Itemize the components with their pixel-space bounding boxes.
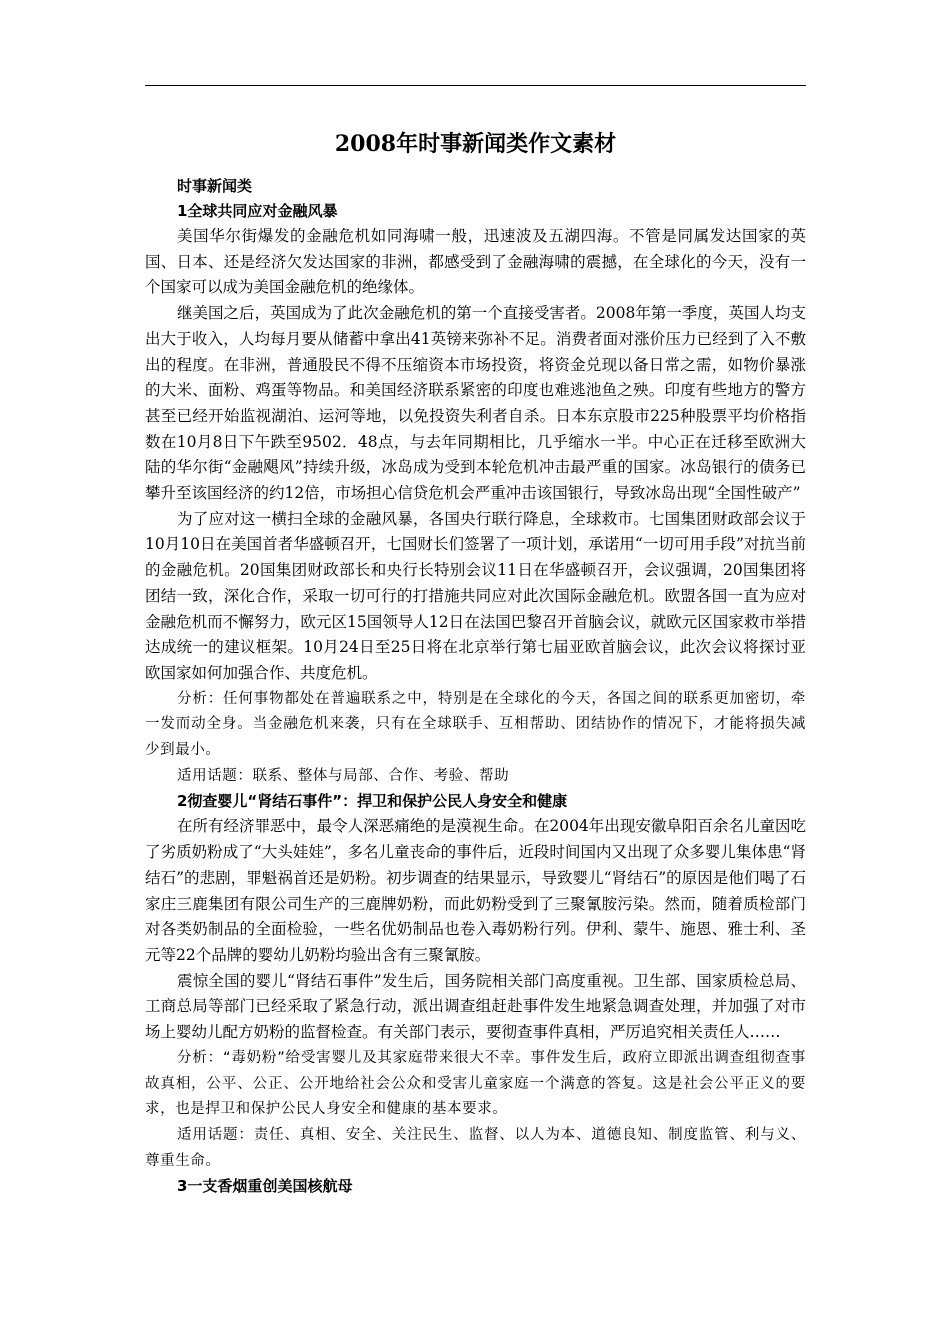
section-1 <box>145 199 806 789</box>
document-title: 2008年时事新闻类作文素材 <box>334 131 617 157</box>
analysis-paragraph: 分析：“毒奶粉”给受害婴儿及其家庭带来很大不幸。事件发生后，政府立即派出调查组彻查事故真相，公平、公正、公开地给社会公众和受害儿童家庭一个满意的答复。这是社会公平正义的要求，也是捍卫和保护公民人身安全和健康的基本要求。 <box>145 1049 806 1118</box>
header-rule <box>145 85 806 86</box>
paragraph: 在所有经济罪恶中，最令人深恶痛绝的是漠视生命。在2004年出现安徽阜阳百余名儿童因吃了劣质奶粉成了“大头娃娃”，多名儿童丧命的事件后，近段时间国内又出现了众多婴儿集体患“肾结石”的悲剧，罪魁祸首还是奶粉。初步调查的结果显示，导致婴儿“肾结石”的原因是他们喝了石家庄三鹿集团有限公司生产的三鹿牌奶粉，而此奶粉受到了三聚氰胺污染。然而，随着质检部门对各类奶制品的全面检验，一些名优奶制品也卷入毒奶粉行列。伊利、蒙牛、施恩、雅士利、圣元等22个品牌的婴幼儿奶粉均验出含有三聚氰胺。 <box>145 817 806 964</box>
paragraph: 继美国之后，英国成为了此次金融危机的第一个直接受害者。2008年第一季度，英国人均支出大于收入，人均每月要从储蓄中拿出41英镑来弥补不足。消费者面对涨价压力已经到了入不敷出的程度。在非洲，普通股民不得不压缩资本市场投资，将资金兑现以备日常之需，如物价暴涨的大米、面粉、鸡蛋等物品。和美国经济联系紧密的印度也难逃池鱼之殃。印度有些地方的警方甚至已经开始监视湖泊、运河等地，以免投资失利者自杀。日本东京股市225种股票平均价格指数在10月8日下午跌至9502．48点，与去年同期相比，几乎缩水一半。中心正在迁移至欧洲大陆的华尔街“金融飓风”持续升级，冰岛成为受到本轮危机冲击最严重的国家。冰岛银行的债务已攀升至该国经济的约12倍，市场担心信贷危机会严重冲击该国银行，导致冰岛出现“全国性破产” <box>145 304 806 503</box>
section-heading: 1全球共同应对金融风暴 <box>177 202 338 220</box>
topics-paragraph: 适用话题：责任、真相、安全、关注民生、监督、以人为本、道德良知、制度监管、利与义、尊重生命。 <box>145 1126 806 1169</box>
section-2 <box>145 789 806 1174</box>
section-heading: 3一支香烟重创美国核航母 <box>177 1177 353 1196</box>
section-3 <box>145 1174 806 1199</box>
analysis-paragraph: 分析：任何事物都处在普遍联系之中，特别是在全球化的今天，各国之间的联系更加密切，牵一发而动全身。当金融危机来袭，只有在全球联手、互相帮助、团结协作的情况下，才能将损失减少到最小。 <box>145 690 806 759</box>
section-heading: 2彻查婴儿“肾结石事件”：捍卫和保护公民人身安全和健康 <box>177 792 568 811</box>
category-heading: 时事新闻类 <box>177 177 253 195</box>
paragraph: 为了应对这一横扫全球的金融风暴，各国央行联行降息，全球救市。七国集团财政部会议于10月10日在美国首者华盛顿召开，七国财长们签署了一项计划，承诺用“一切可用手段”对抗当前的金融危机。20国集团财政部长和央行长特别会议11日在华盛顿召开，会议强调，20国集团将团结一致，深化合作，采取一切可行的打措施共同应对此次国际金融危机。欧盟各国一直为应对金融危机而不懈努力，欧元区15国领导人12日在法国巴黎召开首脑会议，就欧元区国家救市举措达成统一的建议框架。10月24日至25日将在北京举行第七届亚欧首脑会议，此次会议将探讨亚欧国家如何加强合作、共度危机。 <box>145 509 806 682</box>
paragraph: 震惊全国的婴儿“肾结石事件”发生后，国务院相关部门高度重视。卫生部、国家质检总局、工商总局等部门已经采取了紧急行动，派出调查组赶赴事件发生地紧急调查处理，并加强了对市场上婴幼儿配方奶粉的监督检查。有关部门表示，要彻查事件真相，严厉追究相关责任人…… <box>145 971 806 1042</box>
paragraph: 美国华尔街爆发的金融危机如同海啸一般，迅速波及五湖四海。不管是同属发达国家的英国、日本、还是经济欠发达国家的非洲，都感受到了金融海啸的震撼，在全球化的今天，没有一个国家可以成为美国金融危机的绝缘体。 <box>145 227 806 297</box>
document-body <box>145 128 806 1199</box>
topics-paragraph: 适用话题：联系、整体与局部、合作、考验、帮助 <box>177 767 510 784</box>
